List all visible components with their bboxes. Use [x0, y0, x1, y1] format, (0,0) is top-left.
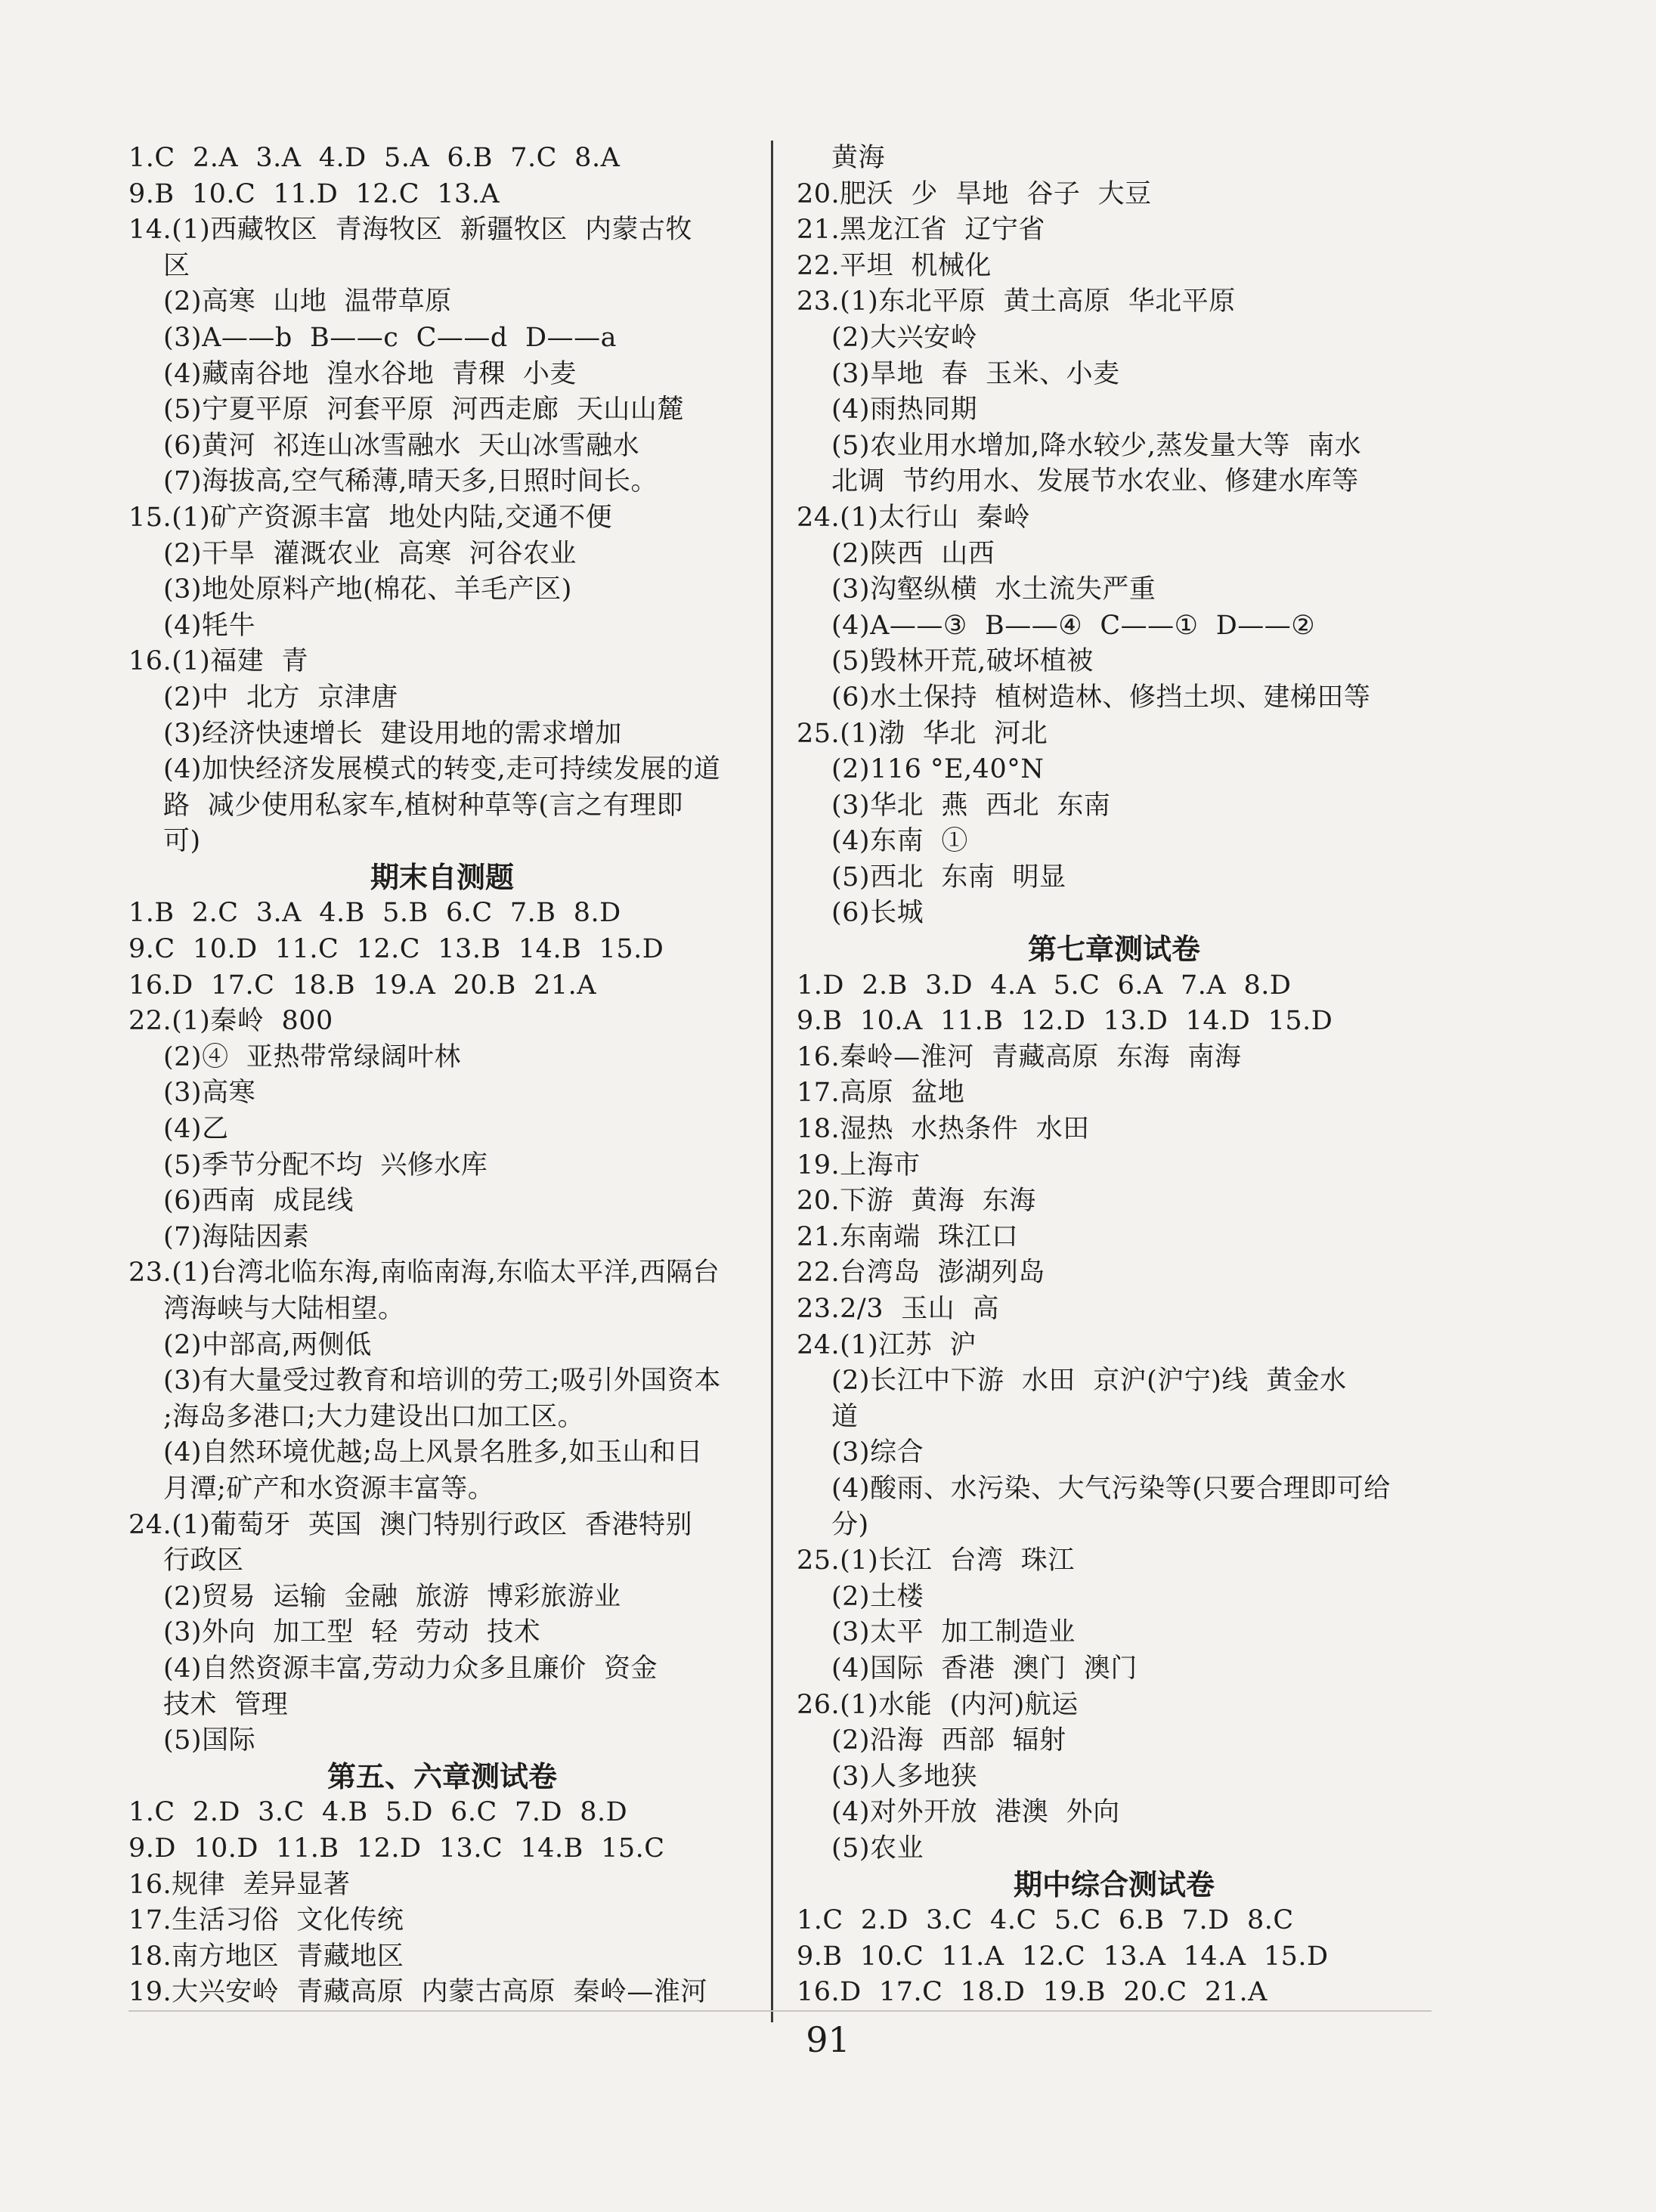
answer-line: 24.(1)江苏 沪: [797, 1329, 977, 1360]
answer-line: (2)高寒 山地 温带草原: [163, 286, 452, 317]
answer-line: 20.下游 黄海 东海: [797, 1186, 1036, 1217]
answer-line: (7)海拔高,空气稀薄,晴天多,日照时间长。: [163, 466, 658, 497]
answer-line: 1.D 2.B 3.D 4.A 5.C 6.A 7.A 8.D: [797, 970, 1292, 1001]
answer-line: (5)农业用水增加,降水较少,蒸发量大等 南水: [831, 430, 1362, 461]
footer-rule: [128, 2010, 1432, 2012]
answer-line: 22.平坦 机械化: [797, 250, 992, 281]
answer-line: 月潭;矿产和水资源丰富等。: [163, 1473, 495, 1504]
answer-line: (2)沿海 西部 辐射: [831, 1725, 1066, 1756]
answer-line: 16.D 17.C 18.B 19.A 20.B 21.A: [128, 970, 597, 1001]
answer-line: (2)116 °E,40°N: [831, 754, 1045, 785]
section-heading: 第七章测试卷: [1027, 933, 1200, 967]
section-heading: 期末自测题: [370, 860, 514, 894]
answer-line: 24.(1)葡萄牙 英国 澳门特别行政区 香港特别: [128, 1509, 692, 1540]
answer-line: 23.(1)台湾北临东海,南临南海,东临太平洋,西隔台: [128, 1258, 720, 1289]
answer-line: (4)自然环境优越;岛上风景名胜多,如玉山和日: [163, 1437, 703, 1468]
answer-line: 18.湿热 水热条件 水田: [797, 1114, 1090, 1145]
answer-line: (4)对外开放 港澳 外向: [831, 1797, 1120, 1828]
answer-line: 9.B 10.C 11.A 12.C 13.A 14.A 15.D: [797, 1941, 1329, 1972]
answer-line: (2)大兴安岭: [831, 322, 978, 353]
answer-line: 21.黑龙江省 辽宁省: [797, 215, 1045, 246]
answer-line: 可): [163, 826, 201, 857]
answer-line: 21.东南端 珠江口: [797, 1221, 1019, 1252]
answer-line: 16.秦岭—淮河 青藏高原 东海 南海: [797, 1041, 1242, 1072]
answer-line: (3)外向 加工型 轻 劳动 技术: [163, 1617, 541, 1648]
answer-line: 15.(1)矿产资源丰富 地处内陆,交通不便: [128, 502, 613, 533]
answer-line: (4)藏南谷地 湟水谷地 青稞 小麦: [163, 358, 577, 389]
section-heading: 期中综合测试卷: [1013, 1867, 1215, 1901]
answer-line: (3)华北 燕 西北 东南: [831, 790, 1111, 821]
answer-line: 湾海峡与大陆相望。: [163, 1294, 405, 1324]
column-divider: [771, 141, 773, 2022]
answer-line: (2)长江中下游 水田 京沪(沪宁)线 黄金水: [831, 1366, 1347, 1397]
answer-line: (6)长城: [831, 898, 924, 929]
answer-line: (3)高寒: [163, 1078, 256, 1109]
answer-line: 9.B 10.A 11.B 12.D 13.D 14.D 15.D: [797, 1006, 1333, 1037]
answer-line: 26.(1)水能 (内河)航运: [797, 1689, 1079, 1720]
answer-line: (4)东南 ①: [831, 826, 968, 857]
answer-line: (4)酸雨、水污染、大气污染等(只要合理即可给: [831, 1473, 1391, 1504]
answer-line: 行政区: [163, 1545, 244, 1576]
answer-line: (5)西北 东南 明显: [831, 862, 1066, 893]
answer-line: (3)有大量受过教育和培训的劳工;吸引外国资本: [163, 1366, 721, 1397]
answer-line: 技术 管理: [163, 1689, 289, 1720]
answer-line: 9.C 10.D 11.C 12.C 13.B 14.B 15.D: [128, 934, 664, 965]
answer-line: (6)黄河 祁连山冰雪融水 天山冰雪融水: [163, 430, 640, 461]
answer-line: 北调 节约用水、发展节水农业、修建水库等: [831, 466, 1359, 497]
answer-line: (5)国际: [163, 1725, 256, 1756]
answer-line: (2)土楼: [831, 1581, 924, 1612]
answer-line: (3)A——b B——c C——d D——a: [163, 322, 617, 353]
answer-line: (2)中 北方 京津唐: [163, 682, 398, 713]
answer-line: 道: [831, 1401, 859, 1432]
answer-line: 黄海: [831, 143, 886, 173]
answer-line: (3)旱地 春 玉米、小麦: [831, 358, 1120, 389]
answer-line: (5)毁林开荒,破坏植被: [831, 646, 1094, 677]
answer-line: (5)农业: [831, 1833, 924, 1864]
answer-line: (3)综合: [831, 1437, 924, 1468]
answer-line: 路 减少使用私家车,植树种草等(言之有理即: [163, 790, 684, 821]
answer-line: 24.(1)太行山 秦岭: [797, 502, 1030, 533]
answer-line: 1.C 2.D 3.C 4.C 5.C 6.B 7.D 8.C: [797, 1905, 1294, 1936]
answer-line: (4)牦牛: [163, 610, 256, 641]
answer-line: (3)地处原料产地(棉花、羊毛产区): [163, 574, 572, 605]
answer-line: 22.(1)秦岭 800: [128, 1006, 333, 1037]
left-column: [128, 141, 756, 2011]
answer-line: (3)沟壑纵横 水土流失严重: [831, 574, 1156, 605]
answer-line: 23.2/3 玉山 高: [797, 1294, 999, 1324]
answer-line: (4)乙: [163, 1114, 229, 1145]
answer-line: (2)贸易 运输 金融 旅游 博彩旅游业: [163, 1581, 621, 1612]
answer-line: (4)A——③ B——④ C——① D——②: [831, 610, 1316, 641]
answer-line: 20.肥沃 少 旱地 谷子 大豆: [797, 178, 1152, 209]
answer-line: 22.台湾岛 澎湖列岛: [797, 1258, 1045, 1289]
answer-line: (4)自然资源丰富,劳动力众多且廉价 资金: [163, 1653, 658, 1684]
answer-line: 9.B 10.C 11.D 12.C 13.A: [128, 178, 500, 209]
answer-line: (5)宁夏平原 河套平原 河西走廊 天山山麓: [163, 394, 684, 425]
answer-line: 16.D 17.C 18.D 19.B 20.C 21.A: [797, 1977, 1268, 2008]
answer-line: ;海岛多港口;大力建设出口加工区。: [163, 1401, 585, 1432]
answer-line: 14.(1)西藏牧区 青海牧区 新疆牧区 内蒙古牧: [128, 215, 692, 246]
answer-line: 17.高原 盆地: [797, 1078, 965, 1109]
answer-line: 9.D 10.D 11.B 12.D 13.C 14.B 15.C: [128, 1833, 665, 1864]
answer-line: 16.(1)福建 青: [128, 646, 308, 677]
answer-line: 1.C 2.D 3.C 4.B 5.D 6.C 7.D 8.D: [128, 1797, 628, 1828]
answer-line: 17.生活习俗 文化传统: [128, 1905, 404, 1936]
answer-line: 19.上海市: [797, 1149, 921, 1180]
answer-line: 19.大兴安岭 青藏高原 内蒙古高原 秦岭—淮河: [128, 1977, 707, 2008]
section-heading: 第五、六章测试卷: [327, 1759, 557, 1793]
answer-line: 分): [831, 1509, 869, 1540]
answer-line: 区: [163, 250, 190, 281]
answer-line: 23.(1)东北平原 黄土高原 华北平原: [797, 286, 1236, 317]
answer-line: (5)季节分配不均 兴修水库: [163, 1149, 488, 1180]
answer-line: (6)西南 成昆线: [163, 1186, 354, 1217]
answer-line: (4)国际 香港 澳门 澳门: [831, 1653, 1138, 1684]
answer-line: 25.(1)渤 华北 河北: [797, 718, 1048, 749]
answer-line: (6)水土保持 植树造林、修挡土坝、建梯田等: [831, 682, 1371, 713]
answer-line: (2)中部高,两侧低: [163, 1329, 372, 1360]
page-number: 91: [806, 2019, 850, 2060]
answer-line: (2)④ 亚热带常绿阔叶林: [163, 1041, 461, 1072]
answer-line: 25.(1)长江 台湾 珠江: [797, 1545, 1075, 1576]
answer-line: 1.B 2.C 3.A 4.B 5.B 6.C 7.B 8.D: [128, 898, 621, 929]
right-column: [797, 141, 1432, 2011]
answer-line: (4)加快经济发展模式的转变,走可持续发展的道: [163, 754, 721, 785]
answer-line: (7)海陆因素: [163, 1221, 310, 1252]
answer-line: 1.C 2.A 3.A 4.D 5.A 6.B 7.C 8.A: [128, 143, 621, 173]
answer-line: 18.南方地区 青藏地区: [128, 1941, 404, 1972]
answer-line: (3)人多地狭: [831, 1761, 978, 1792]
answer-line: (2)干旱 灌溉农业 高寒 河谷农业: [163, 538, 577, 569]
answer-line: (2)陕西 山西: [831, 538, 995, 569]
answer-line: (4)雨热同期: [831, 394, 978, 425]
answer-line: (3)经济快速增长 建设用地的需求增加: [163, 718, 622, 749]
answer-line: (3)太平 加工制造业: [831, 1617, 1076, 1648]
answer-line: 16.规律 差异显著: [128, 1869, 351, 1900]
